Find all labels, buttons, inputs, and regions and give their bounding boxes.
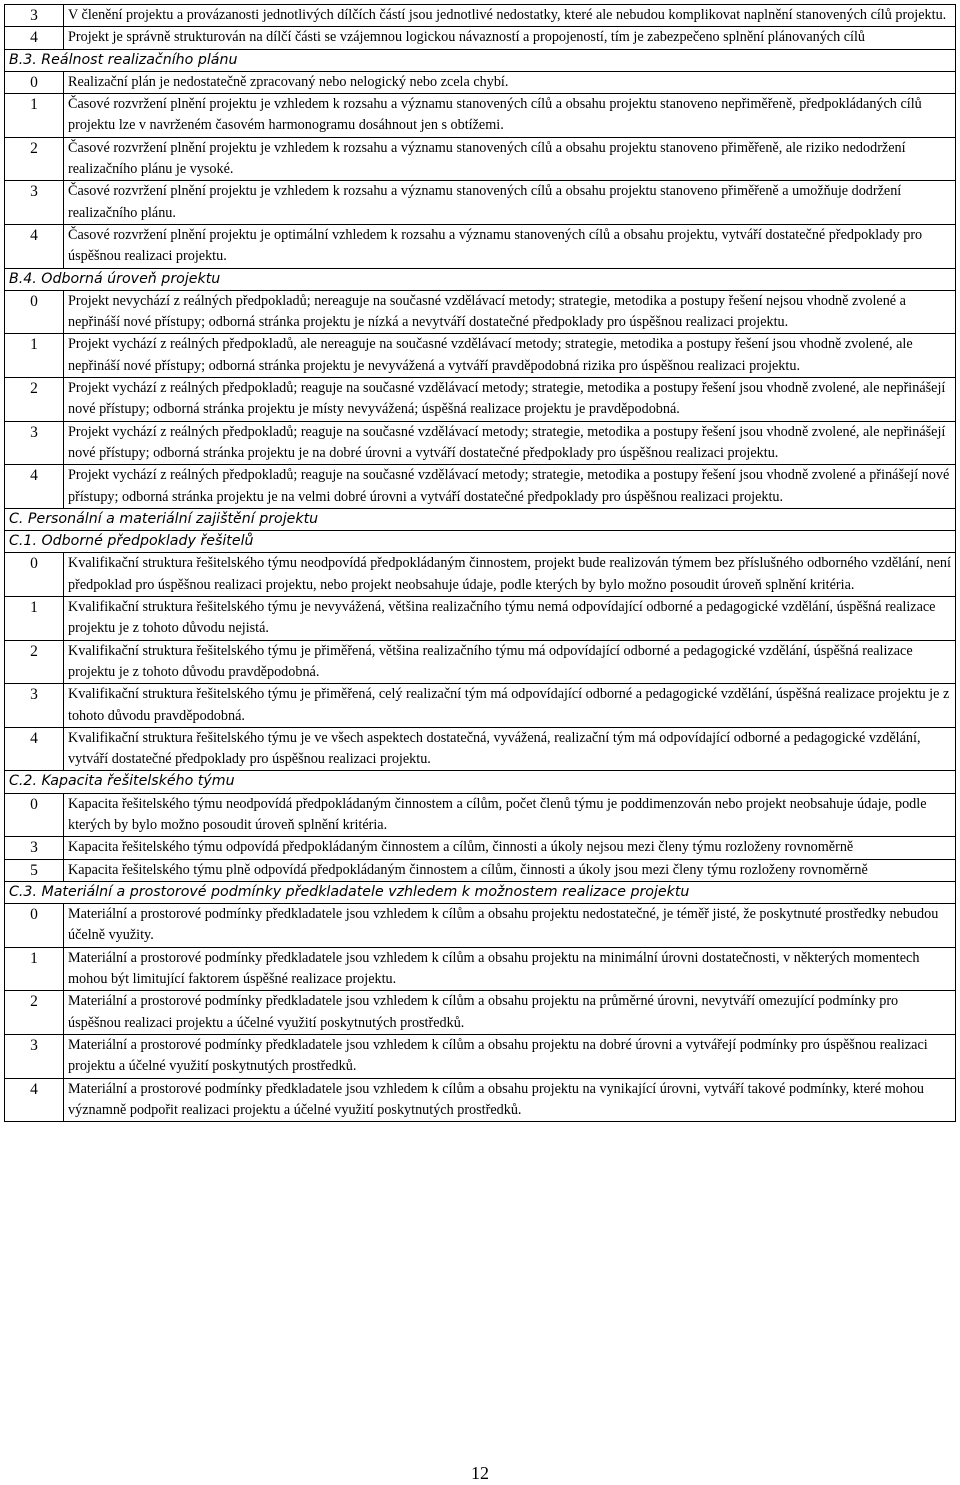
- criterion-description: Časové rozvržení plnění projektu je optimální vzhledem k rozsahu a významu stanovených cílů a obsahu projektu, vytváří dostatečné předpoklady pro úspěšnou realizaci projektu.: [64, 224, 956, 268]
- criterion-description: Kvalifikační struktura řešitelského týmu je ve všech aspektech dostatečná, vyvážená, realizační tým má odpovídající odborné a pedagogické vzdělání, vytváří dostatečné předpoklady pro úspěšnou realizaci projektu.: [64, 727, 956, 771]
- criteria-table-body: [5, 5, 956, 1122]
- criterion-row: [5, 1034, 956, 1078]
- criterion-score: 1: [5, 947, 64, 991]
- criterion-row: [5, 94, 956, 138]
- section-heading: C.1. Odborné předpoklady řešitelů: [5, 531, 956, 553]
- criterion-score: 3: [5, 684, 64, 728]
- criterion-row: [5, 137, 956, 181]
- criterion-score: 4: [5, 727, 64, 771]
- criterion-row: [5, 553, 956, 597]
- criterion-description: Kapacita řešitelského týmu plně odpovídá předpokládaným činnostem a cílům, činnosti a úkoly jsou mezi členy týmu rozloženy rovnoměrně: [64, 859, 956, 881]
- criterion-description: Kvalifikační struktura řešitelského týmu je přiměřená, většina realizačního týmu má odpovídající odborné a pedagogické vzdělání, úspěšná realizace projektu je z tohoto důvodu pravděpodobná.: [64, 640, 956, 684]
- criterion-row: [5, 793, 956, 837]
- section-heading-row: [5, 771, 956, 793]
- criterion-description: Projekt vychází z reálných předpokladů; reaguje na současné vzdělávací metody; strategie, metodika a postupy řešení jsou vhodně zvolené, ale nepřinášejí nové přístupy; odborná stránka projektu je místy nevyvážená; úspěšná realizace projektu je pravděpodobná.: [64, 378, 956, 422]
- criterion-score: 3: [5, 1034, 64, 1078]
- criterion-row: [5, 5, 956, 27]
- criterion-score: 5: [5, 859, 64, 881]
- section-heading: B.3. Reálnost realizačního plánu: [5, 49, 956, 71]
- criterion-description: Projekt vychází z reálných předpokladů; reaguje na současné vzdělávací metody; strategie, metodika a postupy řešení jsou vhodně zvolené a přinášejí nové přístupy; odborná stránka projektu je na velmi dobré úrovni a vytváří dostatečné předpoklady pro úspěšnou realizaci projektu.: [64, 465, 956, 509]
- criterion-description: Projekt vychází z reálných předpokladů; reaguje na současné vzdělávací metody; strategie, metodika a postupy řešení jsou vhodně zvolené, ale nepřinášejí nové přístupy; odborná stránka projektu je na dobré úrovni a vytváří dostatečné předpoklady pro úspěšnou realizaci projektu.: [64, 421, 956, 465]
- criterion-score: 2: [5, 640, 64, 684]
- criterion-score: 4: [5, 465, 64, 509]
- criterion-row: [5, 181, 956, 225]
- criterion-score: 0: [5, 793, 64, 837]
- criterion-description: Kapacita řešitelského týmu neodpovídá předpokládaným činnostem a cílům, počet členů týmu je poddimenzován nebo projekt neobsahuje údaje, podle kterých by bylo možno posoudit úroveň splnění kritéria.: [64, 793, 956, 837]
- criterion-row: [5, 27, 956, 49]
- criterion-row: [5, 290, 956, 334]
- criterion-row: [5, 224, 956, 268]
- criterion-description: V členění projektu a provázanosti jednotlivých dílčích částí jsou jednotlivé nedostatky, které ale nebudou komplikovat naplnění stanovených cílů projektu.: [64, 5, 956, 27]
- criterion-score: 0: [5, 904, 64, 948]
- criterion-row: [5, 859, 956, 881]
- criterion-description: Kvalifikační struktura řešitelského týmu neodpovídá předpokládaným činnostem, projekt bude realizován týmem bez příslušného odborného vzdělání, není předpoklad pro úspěšnou realizaci projektu, nebo projekt neobsahuje údaje, podle kterých by bylo možno posoudit úroveň splnění kritéria.: [64, 553, 956, 597]
- criterion-row: [5, 421, 956, 465]
- criterion-score: 2: [5, 991, 64, 1035]
- criterion-description: Projekt je správně strukturován na dílčí části se vzájemnou logickou návazností a propojeností, tím je zabezpečeno splnění plánovaných cílů: [64, 27, 956, 49]
- criterion-description: Kvalifikační struktura řešitelského týmu je nevyvážená, většina realizačního týmu nemá odpovídající odborné a pedagogické vzdělání, úspěšná realizace projektu je z tohoto důvodu nejistá.: [64, 597, 956, 641]
- criterion-row: [5, 991, 956, 1035]
- criterion-description: Časové rozvržení plnění projektu je vzhledem k rozsahu a významu stanovených cílů a obsahu projektu stanoveno nepřiměřeně, předpokládaných cílů projektu lze v navrženém časovém harmonogramu dosáhnout jen s obtížemi.: [64, 94, 956, 138]
- section-heading: B.4. Odborná úroveň projektu: [5, 268, 956, 290]
- document-page: [4, 4, 956, 1122]
- criterion-description: Projekt nevychází z reálných předpokladů; nereaguje na současné vzdělávací metody; strategie, metodika a postupy řešení nejsou vhodně zvolené a nepřináší nové přístupy; odborná stránka projektu je nízká a nevytváří dostatečné předpoklady pro úspěšnou realizaci projektu.: [64, 290, 956, 334]
- criterion-description: Materiální a prostorové podmínky předkladatele jsou vzhledem k cílům a obsahu projektu na dobré úrovni a vytvářejí podmínky pro úspěšnou realizaci projektu a účelné využití poskytnutých prostředků.: [64, 1034, 956, 1078]
- section-heading: C.3. Materiální a prostorové podmínky předkladatele vzhledem k možnostem realizace projektu: [5, 881, 956, 903]
- criterion-score: 3: [5, 837, 64, 859]
- criterion-row: [5, 334, 956, 378]
- criterion-description: Materiální a prostorové podmínky předkladatele jsou vzhledem k cílům a obsahu projektu na průměrné úrovni, nevytváří omezující podmínky pro úspěšnou realizaci projektu a účelné využití poskytnutých prostředků.: [64, 991, 956, 1035]
- criterion-row: [5, 71, 956, 93]
- criterion-description: Časové rozvržení plnění projektu je vzhledem k rozsahu a významu stanovených cílů a obsahu projektu stanoveno přiměřeně, ale riziko nedodržení realizačního plánu je vysoké.: [64, 137, 956, 181]
- section-heading-row: [5, 508, 956, 530]
- criterion-score: 1: [5, 94, 64, 138]
- page-number: 12: [471, 1463, 489, 1483]
- criterion-row: [5, 640, 956, 684]
- criterion-row: [5, 837, 956, 859]
- criterion-score: 4: [5, 1078, 64, 1122]
- criterion-description: Kapacita řešitelského týmu odpovídá předpokládaným činnostem a cílům, činnosti a úkoly nejsou mezi členy týmu rozloženy rovnoměrně: [64, 837, 956, 859]
- criterion-score: 3: [5, 5, 64, 27]
- section-heading: C.2. Kapacita řešitelského týmu: [5, 771, 956, 793]
- criterion-score: 3: [5, 181, 64, 225]
- section-heading-row: [5, 531, 956, 553]
- criterion-description: Materiální a prostorové podmínky předkladatele jsou vzhledem k cílům a obsahu projektu na vynikající úrovni, vytváří takové podmínky, které mohou významně podpořit realizaci projektu a účelné využití poskytnutých prostředků.: [64, 1078, 956, 1122]
- section-heading-row: [5, 881, 956, 903]
- criterion-score: 0: [5, 290, 64, 334]
- criterion-score: 1: [5, 597, 64, 641]
- criterion-description: Časové rozvržení plnění projektu je vzhledem k rozsahu a významu stanovených cílů a obsahu projektu stanoveno přiměřeně a umožňuje dodržení realizačního plánu.: [64, 181, 956, 225]
- criterion-description: Kvalifikační struktura řešitelského týmu je přiměřená, celý realizační tým má odpovídající odborné a pedagogické vzdělání, úspěšná realizace projektu je z tohoto důvodu pravděpodobná.: [64, 684, 956, 728]
- criterion-row: [5, 378, 956, 422]
- criterion-row: [5, 1078, 956, 1122]
- criterion-row: [5, 947, 956, 991]
- criterion-score: 1: [5, 334, 64, 378]
- criterion-score: 4: [5, 224, 64, 268]
- criterion-description: Materiální a prostorové podmínky předkladatele jsou vzhledem k cílům a obsahu projektu na minimální úrovni dostatečnosti, v některých momentech mohou být limitující faktorem úspěšné realizace projektu.: [64, 947, 956, 991]
- criterion-score: 2: [5, 378, 64, 422]
- section-heading-row: [5, 49, 956, 71]
- criterion-description: Projekt vychází z reálných předpokladů, ale nereaguje na současné vzdělávací metody; strategie, metodika a postupy řešení jsou vhodně zvolené, ale nepřináší nové přístupy; odborná stránka projektu je nevyvážená a vytváří pravděpodobná rizika pro úspěšnou realizaci projektu.: [64, 334, 956, 378]
- criterion-score: 0: [5, 71, 64, 93]
- criterion-row: [5, 465, 956, 509]
- criterion-row: [5, 684, 956, 728]
- section-heading: C. Personální a materiální zajištění projektu: [5, 508, 956, 530]
- criterion-score: 4: [5, 27, 64, 49]
- criterion-description: Realizační plán je nedostatečně zpracovaný nebo nelogický nebo zcela chybí.: [64, 71, 956, 93]
- criterion-row: [5, 904, 956, 948]
- criterion-score: 2: [5, 137, 64, 181]
- criterion-score: 0: [5, 553, 64, 597]
- criterion-row: [5, 727, 956, 771]
- criterion-score: 3: [5, 421, 64, 465]
- section-heading-row: [5, 268, 956, 290]
- criterion-description: Materiální a prostorové podmínky předkladatele jsou vzhledem k cílům a obsahu projektu nedostatečné, je téměř jisté, že poskytnuté prostředky nebudou účelně využity.: [64, 904, 956, 948]
- criterion-row: [5, 597, 956, 641]
- evaluation-criteria-table: [4, 4, 956, 1122]
